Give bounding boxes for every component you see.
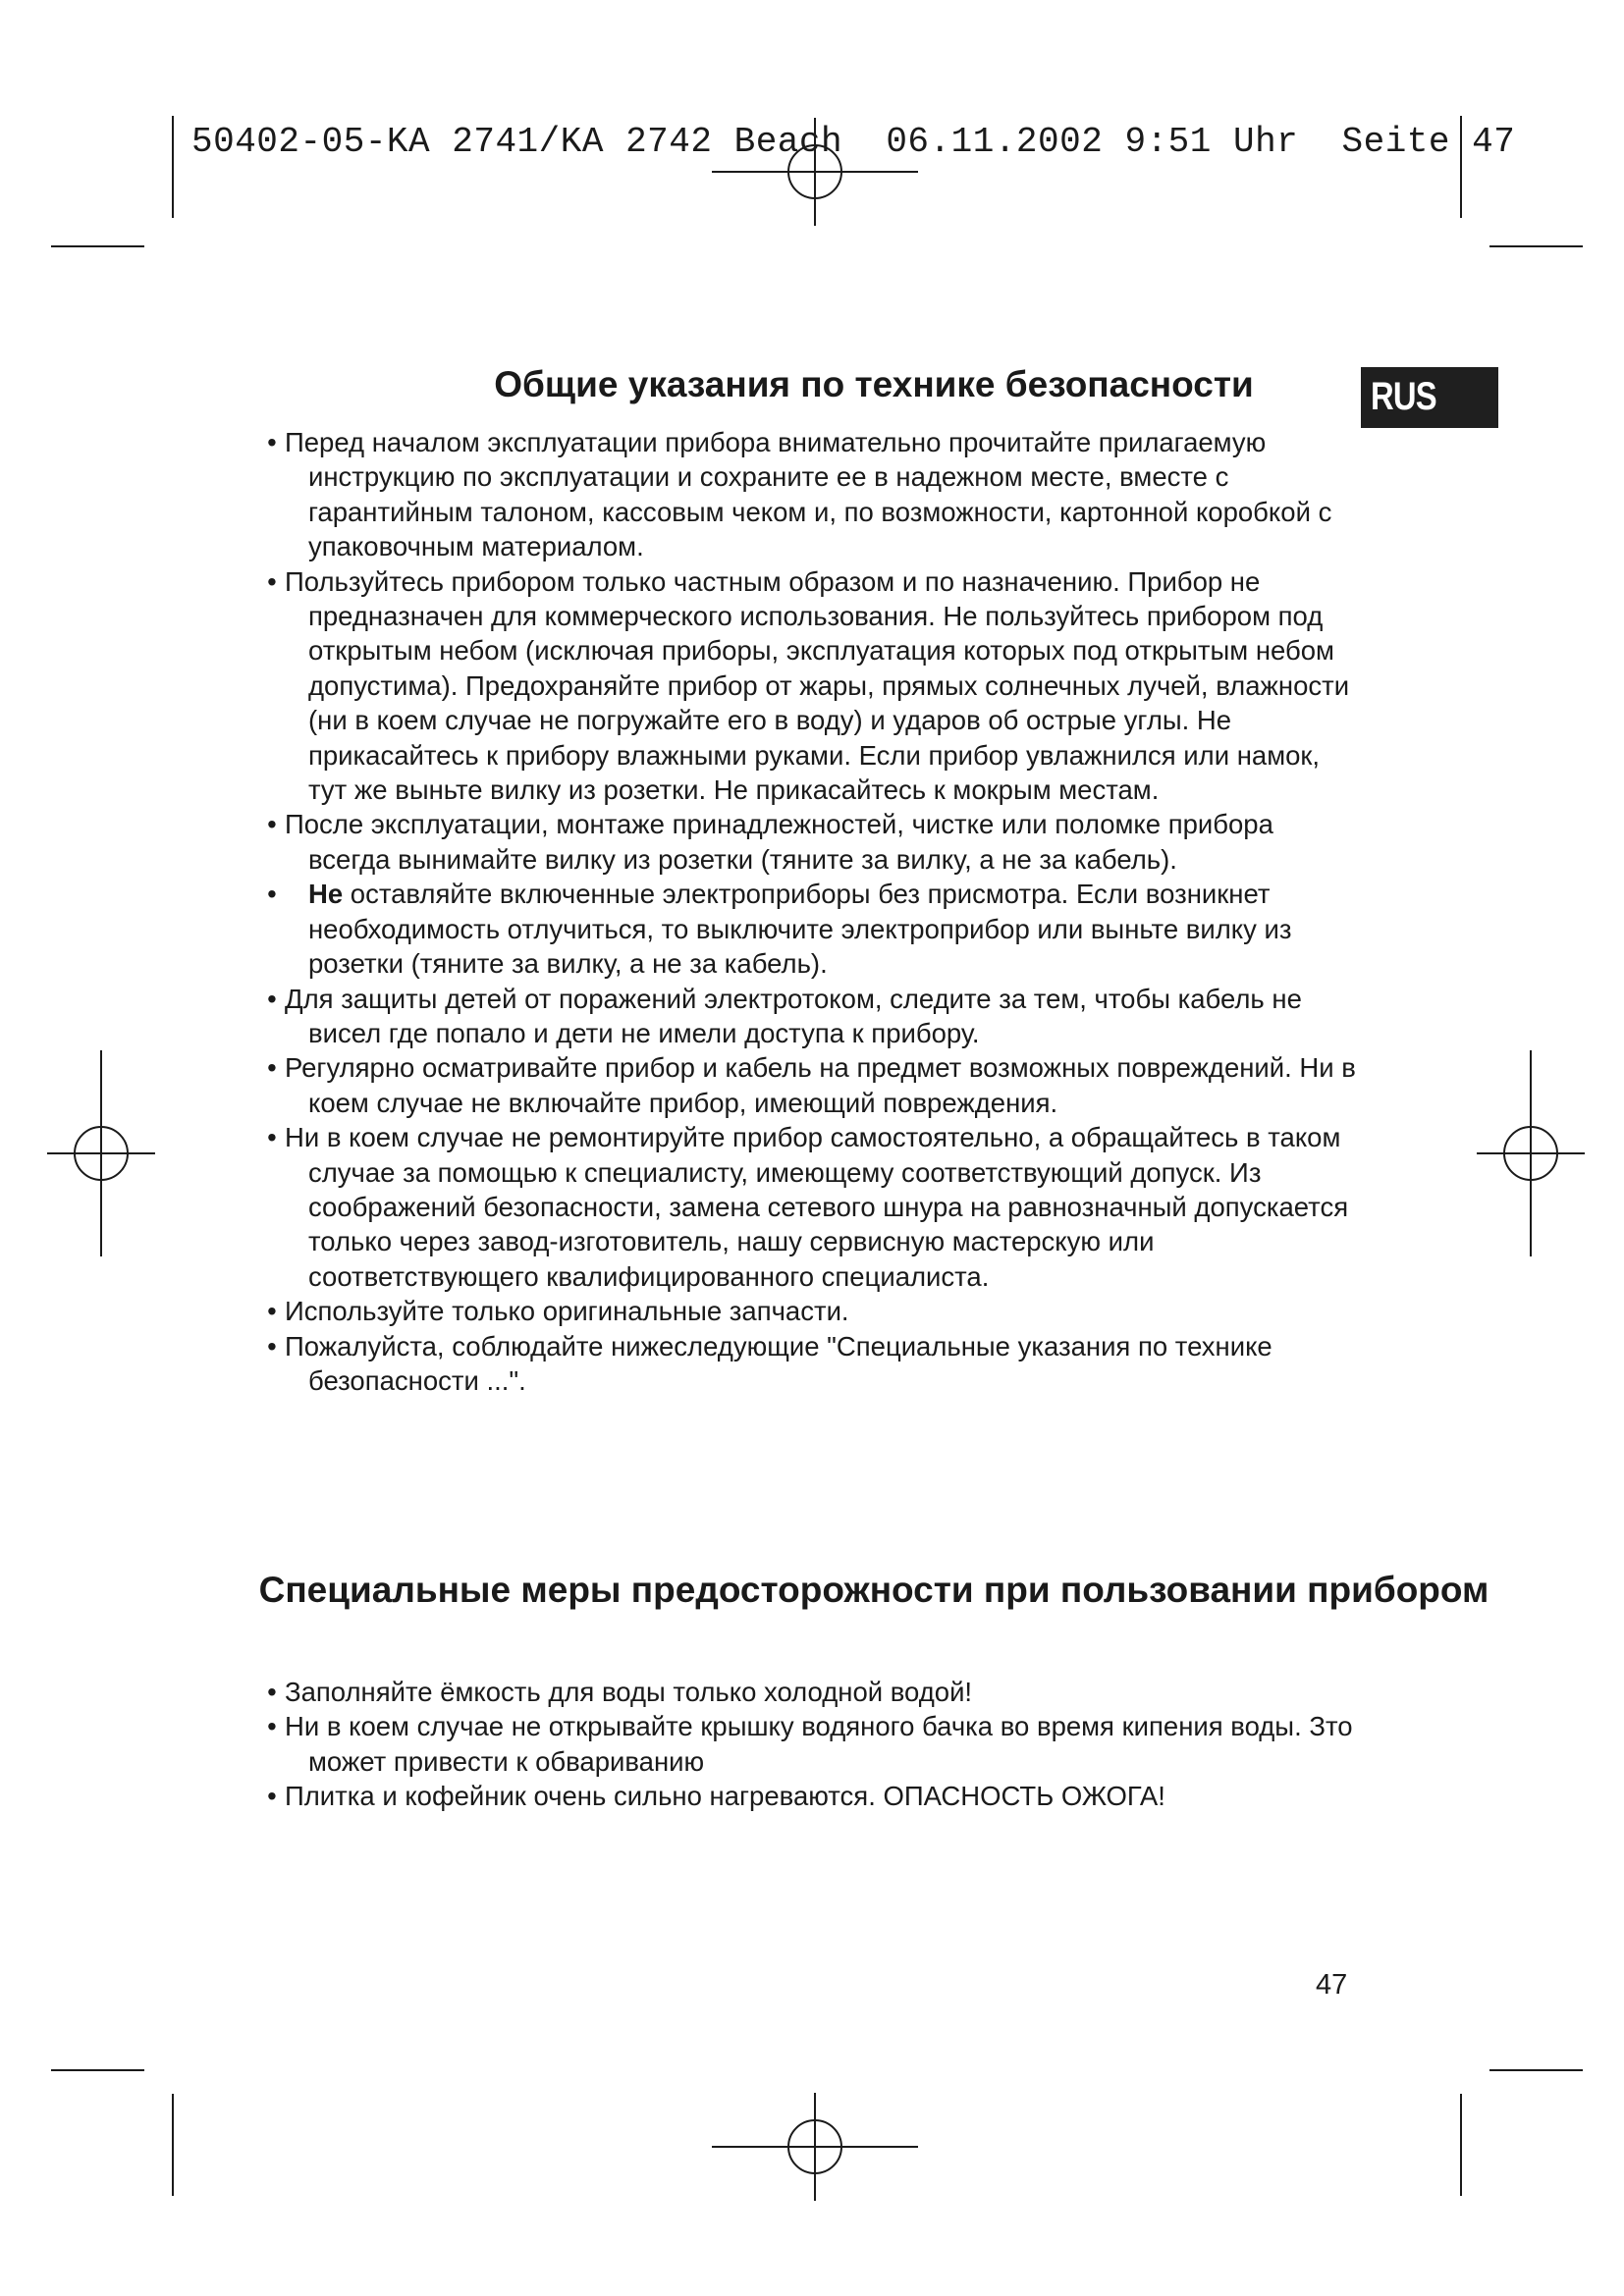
list-item xyxy=(257,982,1357,1051)
special-precautions-list xyxy=(257,1675,1357,1814)
registration-mark-bottom xyxy=(712,2093,918,2201)
item-first-line: Пользуйтесь прибором только частным образом и по назначению. xyxy=(285,565,1120,597)
bullet-icon: • xyxy=(267,1330,277,1362)
item-first-line: После эксплуатации, монтаже принадлежностей, чистке или поломке xyxy=(285,809,1162,840)
language-tab-label: RUS xyxy=(1371,375,1436,418)
list-item xyxy=(257,1120,1357,1294)
item-first-line: Пожалуйста, соблюдайте нижеследующие "Специальные указания по xyxy=(285,1330,1168,1362)
bullet-icon: • xyxy=(267,1122,277,1153)
general-safety-list xyxy=(257,425,1357,1398)
list-item xyxy=(257,425,1357,564)
item-continuation: повреждений. Ни в коем случае не включайте прибор, имеющий повреждения. xyxy=(308,1052,1356,1118)
crop-mark xyxy=(1489,245,1583,247)
item-first-line: Ни в коем случае не ремонтируйте прибор самостоятельно, а xyxy=(285,1122,1064,1153)
list-item xyxy=(257,1050,1357,1120)
list-item xyxy=(257,1709,1357,1779)
item-first-line: Для защиты детей от поражений электротоком, следите за тем, чтобы xyxy=(285,983,1170,1014)
bullet-icon: • xyxy=(267,1711,277,1742)
item-first-line: Используйте только оригинальные запчасти. xyxy=(285,1296,849,1327)
item-first-line: Перед началом эксплуатации прибора внимательно прочитайте xyxy=(285,427,1092,457)
item-continuation: прилагаемую инструкцию по эксплуатации и сохраните ее в надежном месте, вместе с гарантийным талоном, кассовым чеком и, по возможности, картонной коробкой с упаковочным материалом. xyxy=(308,427,1332,562)
item-first-line: Регулярно осматривайте прибор и кабель на предмет возможных xyxy=(285,1052,1110,1084)
item-continuation: кабель не висел где попало и дети не имели доступа к прибору. xyxy=(308,983,1302,1048)
item-continuation: прибора всегда вынимайте вилку из розетки (тяните за вилку, а не за кабель). xyxy=(308,809,1273,875)
list-item xyxy=(257,1294,1357,1328)
bullet-icon: • xyxy=(267,1296,277,1327)
item-first-line xyxy=(308,879,1138,909)
crop-mark xyxy=(51,245,144,247)
bullet-icon: • xyxy=(267,879,277,910)
item-first-line: Заполняйте ёмкость для воды только холодной водой! xyxy=(285,1677,973,1707)
item-first-text: оставляйте включенные электроприборы без присмотра. Если xyxy=(343,879,1139,910)
section-title-general-safety: Общие указания по технике безопасности xyxy=(494,364,1254,404)
list-item xyxy=(257,1329,1357,1399)
bullet-icon: • xyxy=(267,1052,277,1084)
crop-mark xyxy=(1489,2069,1583,2071)
list-item xyxy=(257,564,1357,808)
list-item xyxy=(257,1675,1357,1709)
list-item xyxy=(257,807,1357,877)
list-item xyxy=(257,1779,1357,1813)
item-continuation: возникнет необходимость отлучиться, то выключите электроприбор или выньте вилку из розетки (тяните за вилку, а не за кабель). xyxy=(308,879,1292,980)
item-first-line: Ни в коем случае не открывайте крышку водяного бачка во время xyxy=(285,1711,1114,1742)
crop-mark xyxy=(172,2094,174,2196)
item-continuation: кипения воды. Зто может привести к обвариванию xyxy=(308,1711,1353,1777)
bullet-icon: • xyxy=(267,809,277,840)
crop-mark xyxy=(172,116,174,218)
page-number: 47 xyxy=(1316,1969,1348,2001)
item-emphasis: Не xyxy=(308,879,344,910)
item-continuation: Прибор не предназначен для коммерческого использования. Не пользуйтесь прибором под открытым небом (исключая приборы, эксплуатация которых под открытым небом допустима). Предохраняйте прибор от жары, прямых солнечных лучей, влажности (ни в коем случае не погружайте его в воду) и ударов об острые углы. Не прикасайтесь к прибору влажными руками. Если прибор увлажнился или намок, тут же выньте вилку из розетки. Не прикасайтесь к мокрым местам. xyxy=(308,565,1350,806)
section-title-special-precautions: Специальные меры предосторожности при пользовании прибором xyxy=(258,1570,1489,1610)
bullet-icon: • xyxy=(267,983,277,1014)
item-continuation: технике безопасности ...". xyxy=(308,1330,1272,1396)
list-item xyxy=(257,877,1357,981)
bullet-icon: • xyxy=(267,1781,277,1812)
item-continuation: обращайтесь в таком случае за помощью к специалисту, имеющему соответствующий допуск. Из соображений безопасности, замена сетевого шнура на равнозначный допускается только через завод-изготовитель, нашу сервисную мастерскую или соответствующего квалифицированного специалиста. xyxy=(308,1122,1349,1292)
bullet-icon: • xyxy=(267,1677,277,1707)
registration-mark-left xyxy=(47,1050,155,1256)
registration-mark-right xyxy=(1477,1050,1585,1256)
bullet-icon: • xyxy=(267,565,277,597)
crop-mark xyxy=(1460,2094,1462,2196)
print-slug-header: 50402-05-KA 2741/KA 2742 Beach 06.11.2002 9:51 Uhr Seite 47 xyxy=(191,122,1516,162)
crop-mark xyxy=(51,2069,144,2071)
item-first-line: Плитка и кофейник очень сильно нагреваются. ОПАСНОСТЬ ОЖОГА! xyxy=(285,1781,1165,1812)
bullet-icon: • xyxy=(267,427,277,457)
